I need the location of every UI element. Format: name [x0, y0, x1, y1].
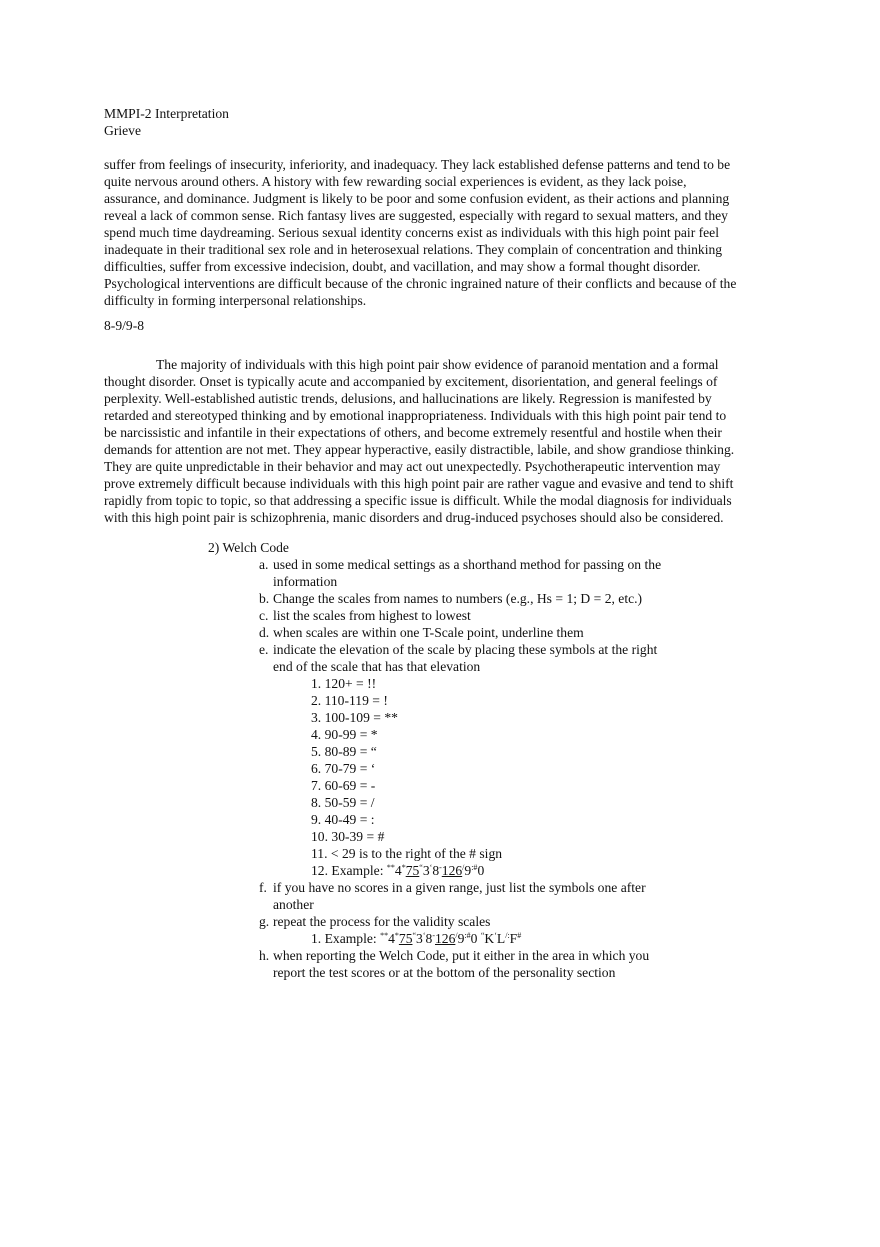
text-line: end of the scale that has that elevation: [273, 659, 481, 674]
list-label: b.: [259, 591, 270, 606]
elevation-item: 9. 40-49 = :: [311, 812, 375, 827]
text-line: prove extremely difficult because individuals with this high point pair are rather vague and evasive and tend to shift: [104, 476, 734, 491]
document-author: Grieve: [104, 123, 141, 138]
symbol: **: [380, 931, 389, 940]
text-line: Change the scales from names to numbers (e.g., Hs = 1; D = 2, etc.): [273, 591, 643, 606]
list-item-a: [259, 556, 699, 590]
elevation-item: 8. 50-59 = /: [311, 795, 375, 810]
list-label: a.: [259, 557, 269, 572]
text-line: report the test scores or at the bottom of the personality section: [273, 965, 616, 980]
symbol: “: [480, 931, 485, 940]
list-label: g.: [259, 914, 270, 929]
elevation-item: 6. 70-79 = ‘: [311, 761, 376, 776]
elevation-item: 7. 60-69 = -: [311, 778, 376, 793]
scale: 3: [422, 863, 430, 878]
text-line: Psychological interventions are difficult because of the chronic ingrained nature of their conflicts and because of the: [104, 276, 737, 291]
list-item-c: [259, 607, 699, 624]
scale: 4: [394, 863, 402, 878]
symbol: /:: [505, 931, 510, 940]
scale: 75: [398, 931, 413, 946]
text-line: thought disorder. Onset is typically acute and accompanied by excitement, disorientation, and general feelings of: [104, 374, 718, 389]
example-prefix: 1. Example:: [311, 931, 381, 946]
scale: 8: [432, 863, 440, 878]
scale: 8: [425, 931, 433, 946]
text-line: be narcissistic and infantile in their expectations of others, and become extremely resentful and hostile when their: [104, 425, 722, 440]
welch-example-validity: [311, 930, 699, 947]
list-item-g: [259, 913, 699, 930]
text-line: quite nervous around others. A history with few rewarding social experiences is evident, as they lack poise,: [104, 174, 687, 189]
symbol: “: [419, 863, 423, 872]
welch-example-clinical: [311, 862, 699, 879]
text-line: if you have no scores in a given range, just list the symbols one after: [273, 880, 646, 895]
scale: 126: [441, 863, 463, 878]
scale: 9: [457, 931, 465, 946]
text-line: difficulty in forming interpersonal relationships.: [104, 293, 367, 308]
text-line: spend much time daydreaming. Serious sexual identity concerns exist as individuals with this high point pair feel: [104, 225, 719, 240]
elevation-item: 2. 110-119 = !: [311, 693, 388, 708]
text-line: another: [273, 897, 314, 912]
symbol: /: [462, 863, 465, 872]
text-line: suffer from feelings of insecurity, inferiority, and inadequacy. They lack established defense patterns and tend to be: [104, 157, 731, 172]
scale: 0: [477, 863, 485, 878]
symbol: -: [439, 863, 442, 872]
text-line: The majority of individuals with this high point pair show evidence of paranoid mentation and a formal: [156, 357, 719, 372]
elevation-item: 4. 90-99 = *: [311, 727, 378, 742]
elevation-item: 10. 30-39 = #: [311, 829, 385, 844]
welch-code-heading: 2) Welch Code: [208, 540, 289, 555]
scale: K: [484, 931, 495, 946]
list-label: d.: [259, 625, 270, 640]
text-line: They are quite unpredictable in their behavior and may act out unexpectedly. Psychotherapeutic intervention may: [104, 459, 721, 474]
text-line: reveal a lack of common sense. Rich fantasy lives are suggested, especially with regard to sexual matters, and they: [104, 208, 728, 223]
symbol: ‘: [494, 931, 497, 940]
scale: 126: [434, 931, 456, 946]
list-label: c.: [259, 608, 269, 623]
symbol: :#: [471, 863, 478, 872]
welch-code-list: [259, 556, 699, 981]
scale: 9: [464, 863, 472, 878]
symbol: ‘: [429, 863, 433, 872]
text-line: assurance, and dominance. Judgment is likely to be poor and some confusion evident, as their actions and planning: [104, 191, 730, 206]
list-label: f.: [259, 880, 267, 895]
validity-example-list: [259, 930, 699, 947]
text-line: indicate the elevation of the scale by placing these symbols at the right: [273, 642, 658, 657]
text-line: list the scales from highest to lowest: [273, 608, 471, 623]
text-line: information: [273, 574, 338, 589]
list-item-b: [259, 590, 699, 607]
example-prefix: 12. Example:: [311, 863, 387, 878]
elevation-item: 5. 80-89 = “: [311, 744, 377, 759]
paragraph-continued: [104, 156, 776, 309]
list-item-d: [259, 624, 699, 641]
symbol: **: [386, 863, 395, 872]
symbol: ‘: [422, 931, 426, 940]
elevation-symbol-list: [259, 675, 699, 879]
elevation-item: 3. 100-109 = **: [311, 710, 398, 725]
text-line: repeat the process for the validity scales: [273, 914, 491, 929]
list-label: h.: [259, 948, 270, 963]
list-item-f: [259, 879, 699, 913]
text-line: perplexity. Well-established autistic trends, delusions, and hallucinations are likely. Regression is manifested by: [104, 391, 712, 406]
scale: 0: [470, 931, 478, 946]
symbol: /: [455, 931, 458, 940]
list-item-h: [259, 947, 699, 981]
symbol: -: [432, 931, 435, 940]
code-type-heading: 8-9/9-8: [104, 318, 145, 333]
text-line: used in some medical settings as a shorthand method for passing on the: [273, 557, 662, 572]
scale: 75: [405, 863, 420, 878]
elevation-item: 1. 120+ = !!: [311, 676, 377, 691]
scale: F: [509, 931, 518, 946]
text-line: when scales are within one T-Scale point, underline them: [273, 625, 584, 640]
text-line: difficulties, suffer from excessive indecision, doubt, and vacillation, and may show a formal thought disorder.: [104, 259, 701, 274]
elevation-item: 11. < 29 is to the right of the # sign: [311, 846, 503, 861]
list-label: e.: [259, 642, 269, 657]
symbol: #: [517, 931, 522, 940]
symbol: *: [401, 863, 406, 872]
symbol: *: [394, 931, 399, 940]
scale: L: [496, 931, 506, 946]
text-line: demands for attention are not met. They appear hyperactive, easily distractible, labile, and show grandiose thinking.: [104, 442, 735, 457]
paragraph-8-9: [104, 356, 776, 526]
text-line: retarded and stereotyped thinking and by emotional inappropriateness. Individuals with this high point pair tend to: [104, 408, 727, 423]
document-title: MMPI-2 Interpretation: [104, 106, 229, 121]
symbol: “: [412, 931, 417, 940]
list-item-e: [259, 641, 699, 675]
text-line: when reporting the Welch Code, put it either in the area in which you: [273, 948, 650, 963]
text-line: inadequate in their traditional sex role and in heterosexual relations. They complain of concentration and thinking: [104, 242, 723, 257]
scale: 3: [416, 931, 423, 946]
symbol: :#: [464, 931, 471, 940]
scale: 4: [388, 931, 395, 946]
text-line: with this high point pair is schizophrenia, manic disorders and drug-induced psychoses should also be considered.: [104, 510, 724, 525]
text-line: rapidly from topic to topic, so that addressing a specific issue is difficult. While the modal diagnosis for individuals: [104, 493, 732, 508]
page-header: [104, 105, 229, 139]
